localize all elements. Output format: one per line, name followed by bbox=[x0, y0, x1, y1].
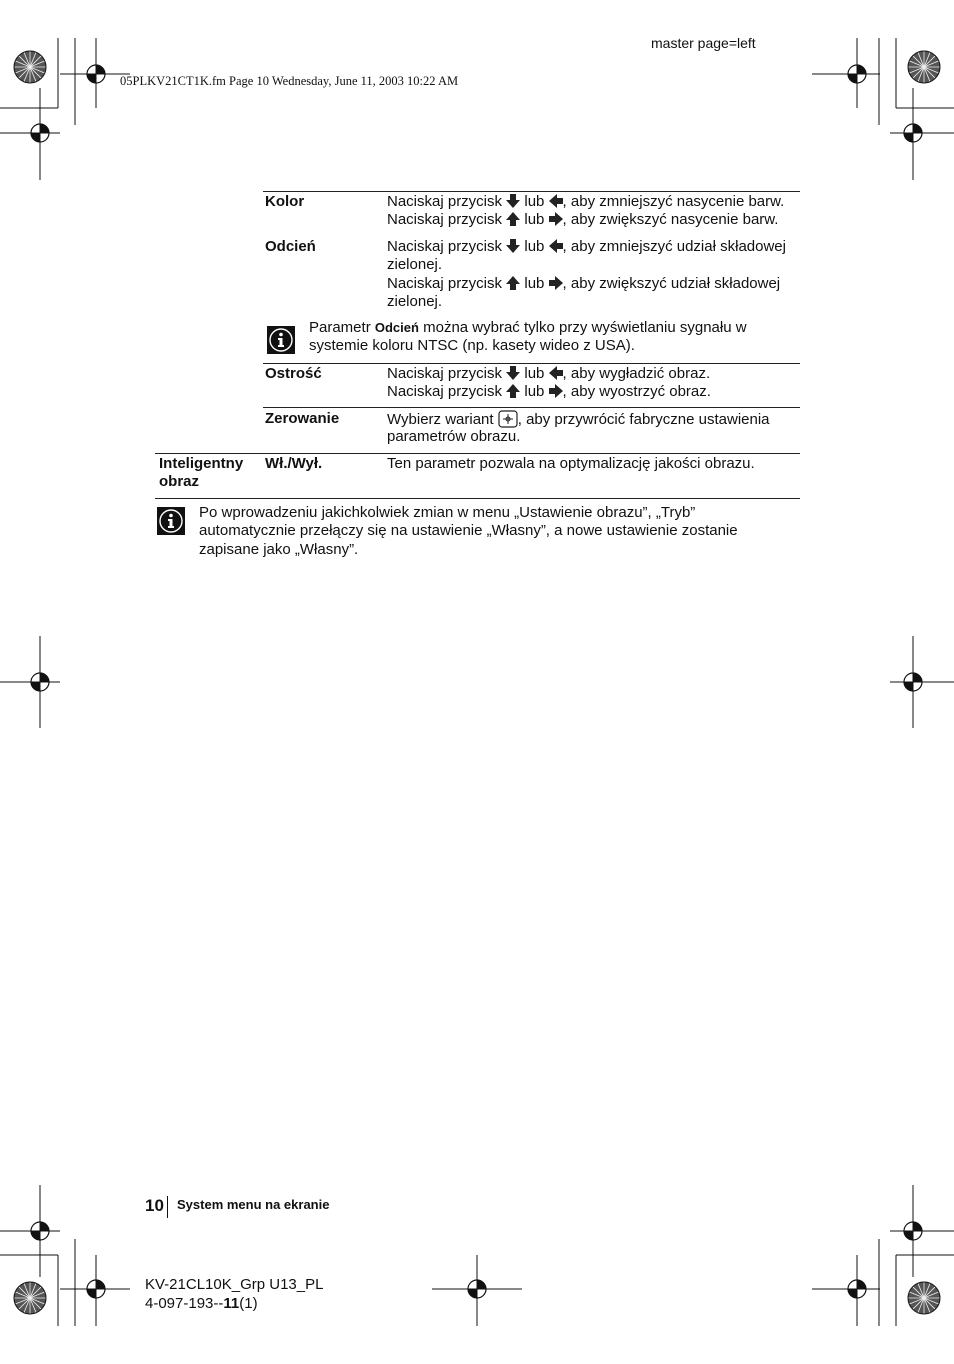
left-arrow-icon bbox=[549, 366, 563, 380]
option-on-off: Wł./Wył. bbox=[265, 455, 323, 472]
text: lub bbox=[520, 383, 549, 400]
text: Naciskaj przycisk bbox=[387, 193, 507, 210]
text: Naciskaj przycisk bbox=[387, 365, 507, 382]
row-label-inteligentny: Inteligentny bbox=[159, 455, 244, 472]
text: (1) bbox=[239, 1295, 258, 1312]
kolor-line-1 bbox=[387, 193, 784, 212]
reset-option-icon bbox=[498, 410, 518, 428]
text: , aby wygładzić obraz. bbox=[562, 365, 711, 382]
text: Naciskaj przycisk bbox=[387, 275, 507, 292]
ostrosc-line-1 bbox=[387, 365, 710, 384]
model-code bbox=[145, 1294, 323, 1313]
text: , aby zmniejszyć udział składowej bbox=[562, 238, 786, 255]
note-param-name: Odcień bbox=[374, 320, 419, 335]
table-top-rule bbox=[263, 191, 800, 192]
text: lub bbox=[520, 238, 549, 255]
table-rule-zerowanie bbox=[263, 407, 800, 408]
ostrosc-line-2 bbox=[387, 383, 711, 402]
text: lub bbox=[520, 193, 549, 210]
text: , aby zwiększyć nasycenie barw. bbox=[562, 211, 779, 228]
down-arrow-icon bbox=[506, 194, 520, 208]
down-arrow-icon bbox=[506, 239, 520, 253]
file-info-line: 05PLKV21CT1K.fm Page 10 Wednesday, June 11, 2003 10:22 AM bbox=[120, 74, 459, 88]
right-arrow-icon bbox=[549, 384, 563, 398]
kolor-line-2 bbox=[387, 211, 778, 230]
row-label-inteligentny-cont: obraz bbox=[159, 473, 200, 490]
row-label-zerowanie: Zerowanie bbox=[265, 410, 340, 427]
info-icon bbox=[267, 326, 295, 354]
text: lub bbox=[520, 211, 549, 228]
text: lub bbox=[520, 275, 549, 292]
up-arrow-icon bbox=[506, 276, 520, 290]
text: Parametr bbox=[309, 319, 375, 336]
text: , aby przywrócić fabryczne ustawienia bbox=[517, 411, 770, 428]
row-label-odcien: Odcień bbox=[265, 238, 316, 255]
odcien-line-2-cont: zielonej. bbox=[387, 293, 443, 310]
page-number: 10 bbox=[145, 1196, 164, 1215]
text: Naciskaj przycisk bbox=[387, 383, 507, 400]
right-arrow-icon bbox=[549, 276, 563, 290]
note-line-3: zapisane jako „Własny”. bbox=[199, 541, 359, 558]
zerowanie-line-2: parametrów obrazu. bbox=[387, 428, 521, 445]
text: , aby zmniejszyć nasycenie barw. bbox=[562, 193, 785, 210]
left-arrow-icon bbox=[549, 239, 563, 253]
text: , aby zwiększyć udział składowej bbox=[562, 275, 781, 292]
up-arrow-icon bbox=[506, 212, 520, 226]
odcien-note-line-1 bbox=[309, 319, 747, 338]
odcien-note-line-2: systemie koloru NTSC (np. kasety wideo z USA). bbox=[309, 337, 635, 354]
left-arrow-icon bbox=[549, 194, 563, 208]
text: Naciskaj przycisk bbox=[387, 211, 507, 228]
master-page-label: master page=left bbox=[651, 35, 756, 51]
text: , aby wyostrzyć obraz. bbox=[562, 383, 711, 400]
section-title: System menu na ekranie bbox=[177, 1197, 330, 1212]
table-rule-inteligentny bbox=[155, 453, 800, 454]
table-rule-ostrosc bbox=[263, 363, 800, 364]
zerowanie-line-1 bbox=[387, 410, 770, 430]
table-bottom-rule bbox=[155, 498, 800, 499]
row-label-kolor: Kolor bbox=[265, 193, 305, 210]
model-name: KV-21CL10K_Grp U13_PL bbox=[145, 1276, 324, 1293]
footer-separator bbox=[167, 1196, 168, 1218]
info-icon bbox=[157, 507, 185, 535]
text: Wybierz wariant bbox=[387, 411, 498, 428]
odcien-line-1 bbox=[387, 238, 786, 257]
text: można wybrać tylko przy wyświetlaniu sygnału w bbox=[418, 319, 747, 336]
text: lub bbox=[520, 365, 549, 382]
text: 4-097-193-- bbox=[145, 1295, 224, 1312]
odcien-line-1-cont: zielonej. bbox=[387, 256, 443, 273]
row-label-ostrosc: Ostrość bbox=[265, 365, 322, 382]
down-arrow-icon bbox=[506, 366, 520, 380]
up-arrow-icon bbox=[506, 384, 520, 398]
right-arrow-icon bbox=[549, 212, 563, 226]
note-line-2: automatycznie przełączy się na ustawienie „Własny”, a nowe ustawienie zostanie bbox=[199, 522, 738, 539]
inteligentny-desc: Ten parametr pozwala na optymalizację jakości obrazu. bbox=[387, 455, 755, 472]
text: 11 bbox=[223, 1295, 240, 1312]
text: Naciskaj przycisk bbox=[387, 238, 507, 255]
note-line-1: Po wprowadzeniu jakichkolwiek zmian w menu „Ustawienie obrazu”, „Tryb” bbox=[199, 504, 696, 521]
odcien-line-2 bbox=[387, 275, 780, 294]
model-info bbox=[145, 1275, 323, 1313]
